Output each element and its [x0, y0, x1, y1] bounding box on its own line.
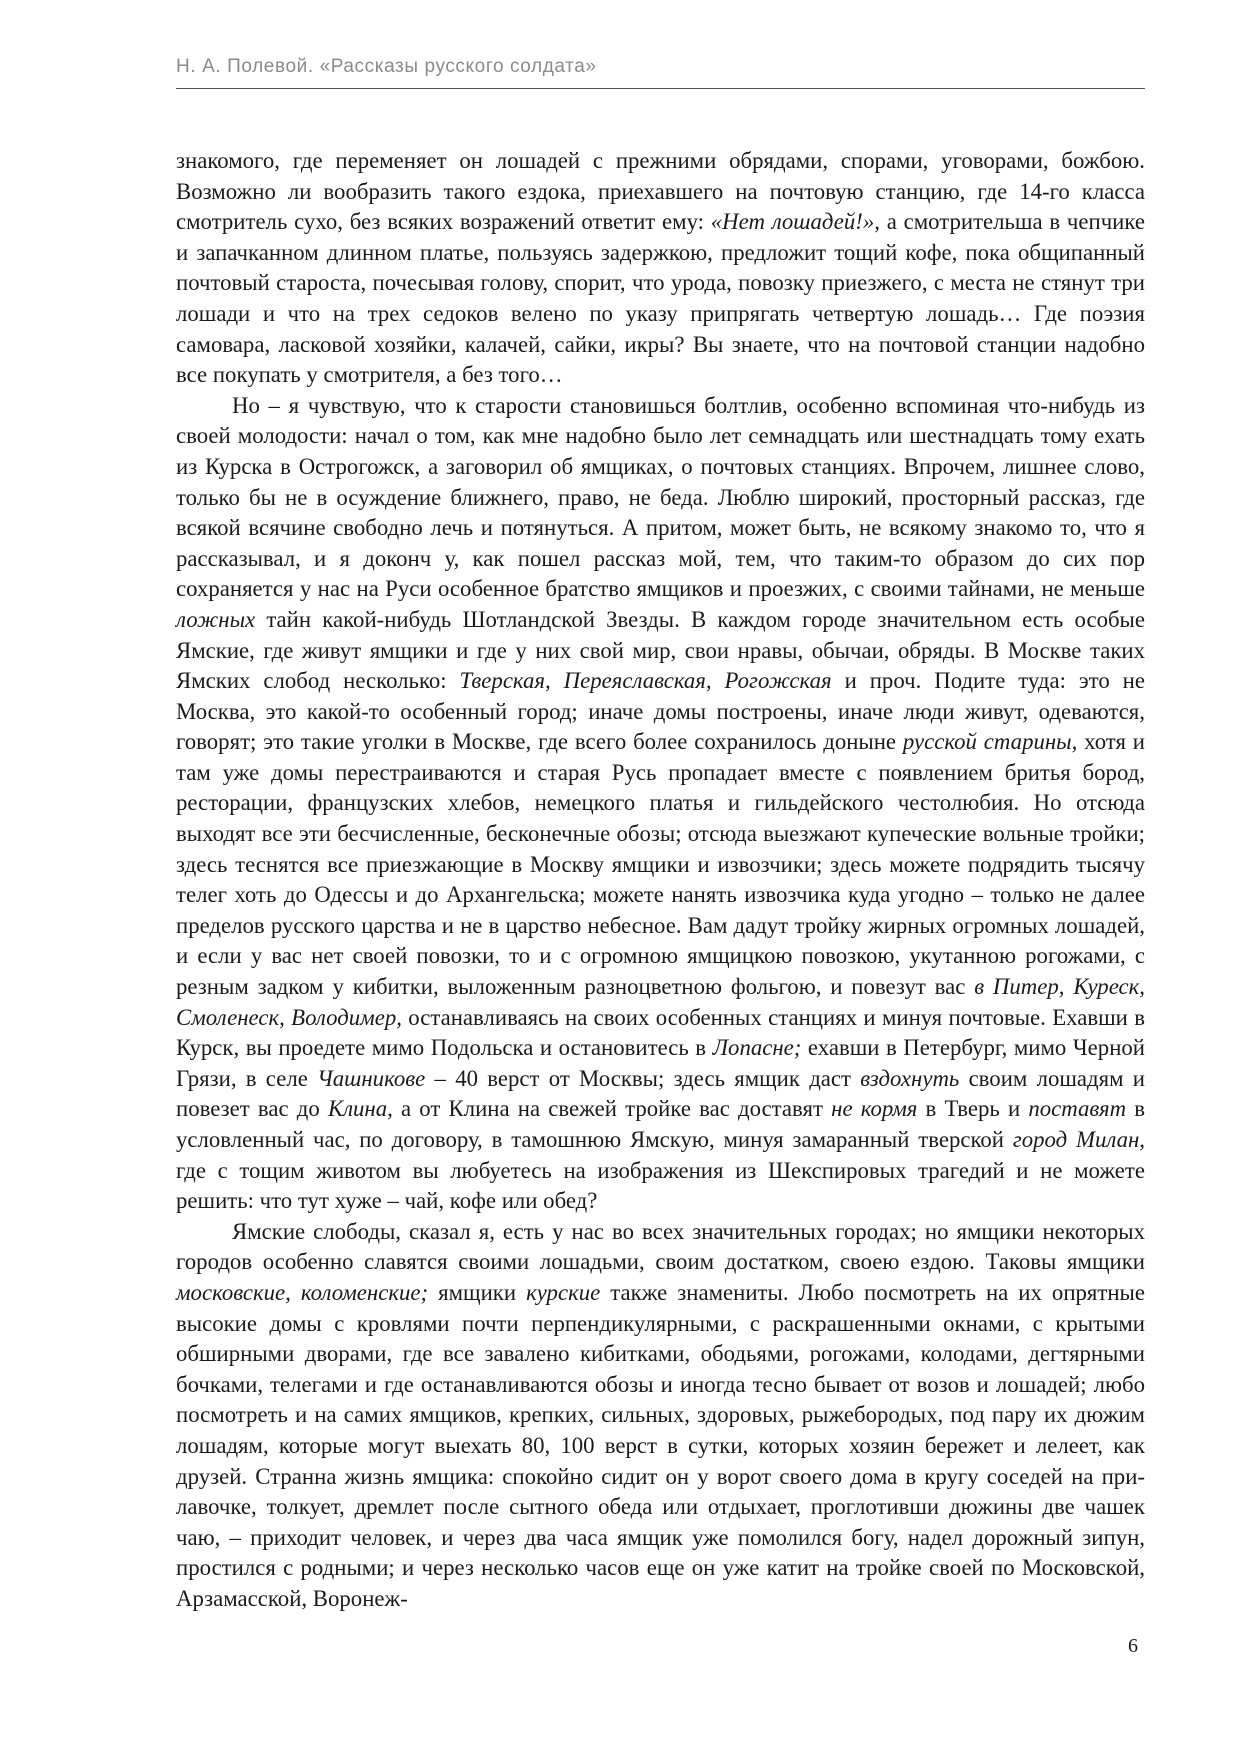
paragraph-1	[176, 146, 1145, 391]
text-run-italic: ложных	[176, 606, 256, 632]
text-run: Но – я чувствую, что к старости становишься болтлив, особенно вспоминая что-нибудь из своей молодости: начал о том, как мне надобно было лет семнадцать или шестнадцать тому ехать из Курска в Острогожск, а заговорил об ямщиках, о почтовых станциях. Впрочем, лишнее слово, только бы не в осуждение ближнего, право, не беда. Люблю широкий, просторный рассказ, где всякой всячине свободно лечь и потянуться. А притом, может быть, не всякому знакомо то, что я рассказывал, и я доконч у, как пошел рассказ мой, тем, что таким-то образом до сих пор сохраняется у нас на Руси особенное братство ямщиков и проезжих, с своими тайнами, не меньше	[176, 392, 1145, 602]
text-run-italic: Тверская, Переяславская, Рогожская	[459, 668, 832, 694]
text-run: своим лошадям и повезет вас до	[176, 1065, 1145, 1122]
text-run-italic: Чашникове	[317, 1065, 426, 1091]
text-run-italic: «Нет лошадей!»,	[710, 209, 880, 235]
text-run-italic: вздохнуть	[860, 1065, 960, 1091]
text-run: в Тверь и	[917, 1096, 1029, 1122]
page-number: 6	[1128, 1635, 1138, 1657]
text-run: в условленный час, по договору, в тамошнюю Ямскую, минуя замаранный тверской	[176, 1096, 1145, 1152]
running-head: Н. А. Полевой. «Рассказы русского солдата»	[176, 56, 597, 77]
text-run: знакомого, где переменяет он лошадей с прежними обрядами, спорами, уговорами, божбою. Возможно ли вообразить такого ездока, приехавшего на почтовую станцию, где 14-го класса смотритель сухо, без всяких возражений ответит ему:	[176, 148, 1145, 235]
text-run-italic: московские, коломенские;	[176, 1279, 429, 1305]
text-run: ехавши в Петербург, мимо Черной Грязи, в селе	[176, 1035, 1145, 1091]
body-text	[176, 146, 1145, 1615]
paragraph-3	[176, 1217, 1145, 1615]
text-run: останавливаясь на своих особенных станциях и минуя почтовые. Ехавши в Курск, вы проедете мимо Подольска и остановитесь в	[176, 1004, 1145, 1061]
text-run: и проч. Подите туда: это не Москва, это какой-то особенный город; иначе домы построены, иначе люди живут, одеваются, говорят; это такие уголки в Москве, где всего более сохранилось доныне	[176, 668, 1145, 755]
text-run: – 40 верст от Москвы; здесь ямщик даст	[425, 1065, 861, 1091]
text-run-italic: Клина,	[327, 1096, 393, 1122]
text-run: тайн какой-нибудь Шотландской Звезды. В каждом городе значительном есть особые Ямские, где живут ямщики и где у них свой мир, свои нравы, обычаи, обряды. В Москве таких Ямских слобод несколько:	[176, 606, 1145, 694]
text-run: хотя и там уже домы перестраиваются и старая Русь пропадает вместе с появлением бритья бород, ресторации, французских хлебов, немецкого платья и гильдейского честолюбия. Но отсюда выходят все эти бесчисленные, бесконечные обозы; отсюда выезжают купеческие вольные тройки; здесь теснятся все приезжающие в Москву ямщики и извозчики; здесь можете подрядить тысячу телег хоть до Одессы и до Архангельска; можете нанять извозчика куда угодно – только не далее пределов русского царства и не в царство небесное. Вам дадут тройку жирных огромных лошадей, и если у вас нет своей повозки, то и с огромною ямщицкою повозкою, укутанною рогожами, с резным задком у кибитки, выложенным разноцветною фольгою, и повезут вас	[176, 729, 1145, 1000]
text-run-italic: в Питер, Куреск, Смоленеск, Володимер,	[176, 974, 1145, 1030]
text-run-italic: курские	[526, 1279, 601, 1305]
text-run-italic: поставят	[1028, 1096, 1127, 1122]
text-run-italic: русской старины,	[902, 729, 1078, 755]
text-run-italic: город Милан,	[1012, 1127, 1145, 1152]
text-run: а от Клина на свежей тройке вас доставят	[392, 1096, 832, 1122]
text-run: ямщики	[428, 1279, 527, 1305]
header-rule	[176, 88, 1145, 89]
text-run: также знамениты. Любо посмотреть на их опрятные высокие домы с кровлями почти перпендикулярными, с раскрашенными окнами, с крытыми обширными дворами, где все завалено кибитками, ободьями, рогожами, колодами, дегтярными бочками, телегами и где останавливаются обозы и иногда тесно бывает от возов и лошадей; любо посмотреть и на самих ямщиков, крепких, сильных, здоровых, рыжебородых, под пару их дюжим лошадям, которые могут выехать 80, 100 верст в сутки, которых хозяин бережет и лелеет, как друзей. Странна жизнь ямщика: спокойно сидит он у ворот своего дома в кругу соседей на при-лавочке, толкует, дремлет после сытного обеда или отдыхает, проглотивши дюжины две чашек чаю, – приходит человек, и через два часа ямщик уже помолился богу, надел дорожный зипун, простился с родными; и через несколько часов еще он уже катит на тройке своей по Московской, Арзамасской, Воронеж-	[176, 1279, 1145, 1611]
text-run-italic: Лопасне;	[712, 1035, 802, 1061]
text-run-italic: не кормя	[831, 1096, 918, 1122]
text-run: Ямские слободы, сказал я, есть у нас во всех значительных городах; но ямщики некоторых городов особенно славятся своими лошадьми, своим достатком, своею ездою. Таковы ямщики	[176, 1218, 1145, 1275]
text-run: а смотрительша в чепчике и запачканном длинном платье, пользуясь задержкою, предложит тощий кофе, пока общипанный почтовый староста, почесывая голову, спорит, что урода, повозку приезжего, с места не стянут три лошади и что на трех седоков велено по указу припрягать четвертую лошадь… Где поэзия самовара, ласковой хозяйки, калачей, сайки, икры? Вы знаете, что на почтовой станции надобно все покупать у смотрителя, а без того…	[176, 209, 1145, 388]
text-run: где с тощим животом вы любуетесь на изображения из Шекспировых трагедий и не можете решить: что тут хуже – чай, кофе или обед?	[176, 1157, 1145, 1214]
paragraph-2	[176, 391, 1145, 1217]
